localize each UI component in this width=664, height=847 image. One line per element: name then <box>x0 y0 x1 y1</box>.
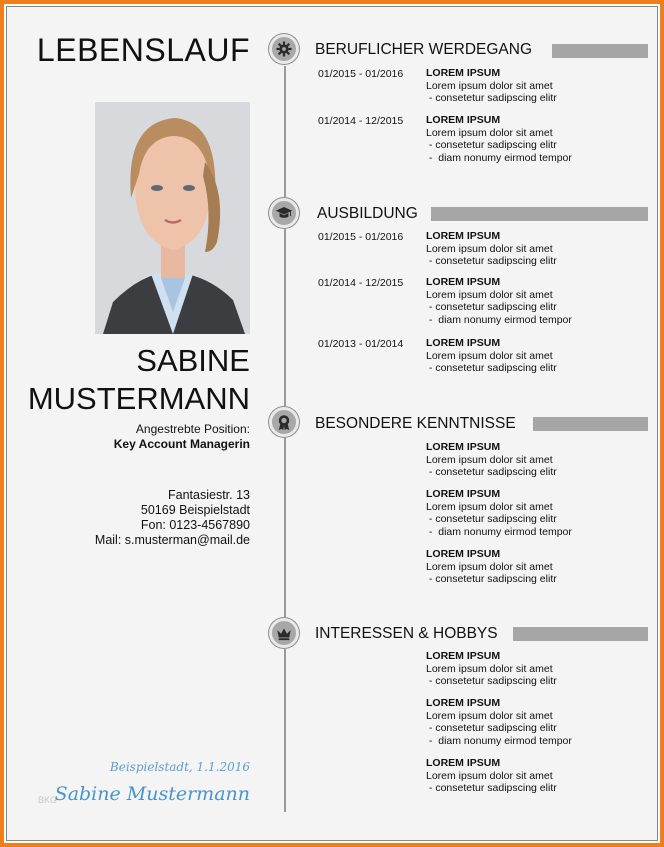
entry-line: - consetetur sadipscing elitr <box>426 722 557 734</box>
entry-heading: LOREM IPSUM <box>426 697 501 709</box>
section-title-werdegang: BERUFLICHER WERDEGANG <box>315 41 533 58</box>
phone-number: Fon: 0123-4567890 <box>140 518 250 532</box>
entry-line: - consetetur sadipscing elitr <box>426 139 557 151</box>
entry-date: 01/2015 - 01/2016 <box>318 231 404 243</box>
entry-heading: LOREM IPSUM <box>426 276 501 288</box>
entry <box>426 650 557 688</box>
entry-heading: LOREM IPSUM <box>426 757 501 769</box>
entry <box>426 488 572 538</box>
signature: Sabine Mustermann <box>54 783 250 805</box>
timeline-line <box>284 649 286 812</box>
entry-line: Lorem ipsum dolor sit amet <box>426 560 553 573</box>
entry-heading: LOREM IPSUM <box>426 441 501 453</box>
timeline-line <box>284 229 286 406</box>
section-title-hobbys: INTERESSEN & HOBBYS <box>315 625 498 642</box>
watermark: BKG <box>38 795 58 805</box>
entry-line: - diam nonumy eirmod tempor <box>426 734 572 747</box>
entry-line: Lorem ipsum dolor sit amet <box>426 79 553 92</box>
last-name: MUSTERMANN <box>27 381 250 416</box>
entry-line: - consetetur sadipscing elitr <box>426 255 557 267</box>
entry <box>426 114 572 164</box>
graduation-cap-icon <box>269 198 299 228</box>
entry-line: - diam nonumy eirmod tempor <box>426 313 572 326</box>
entry-line: Lorem ipsum dolor sit amet <box>426 453 553 466</box>
portrait-photo <box>95 102 250 334</box>
position-value: Key Account Managerin <box>113 437 250 451</box>
entry-line: - diam nonumy eirmod tempor <box>426 525 572 538</box>
entry <box>426 548 557 586</box>
entry-heading: LOREM IPSUM <box>426 548 501 560</box>
section-bar <box>533 417 648 431</box>
section-bar <box>552 44 648 58</box>
entry-line: Lorem ipsum dolor sit amet <box>426 242 553 255</box>
entry <box>426 757 557 795</box>
timeline-line <box>284 438 286 617</box>
timeline-line <box>284 66 286 197</box>
entry <box>426 441 557 479</box>
section-title-ausbildung: AUSBILDUNG <box>317 205 418 222</box>
entry-date: 01/2015 - 01/2016 <box>318 68 404 80</box>
address-city: 50169 Beispielstadt <box>140 503 250 517</box>
entry-heading: LOREM IPSUM <box>426 114 501 126</box>
full-name <box>28 342 250 418</box>
entry-line: Lorem ipsum dolor sit amet <box>426 709 553 722</box>
entry-heading: LOREM IPSUM <box>426 337 501 349</box>
entry <box>426 276 572 326</box>
entry-heading: LOREM IPSUM <box>426 67 501 79</box>
entry-date: 01/2014 - 12/2015 <box>318 115 404 127</box>
entry-heading: LOREM IPSUM <box>426 488 501 500</box>
address-street: Fantasiestr. 13 <box>168 488 250 502</box>
entry <box>426 697 572 747</box>
entry-line: - consetetur sadipscing elitr <box>426 92 557 104</box>
entry-line: - consetetur sadipscing elitr <box>426 301 557 313</box>
entry-line: Lorem ipsum dolor sit amet <box>426 288 553 301</box>
email-address: Mail: s.musterman@mail.de <box>94 533 250 547</box>
crown-icon <box>269 618 299 648</box>
entry <box>426 337 557 375</box>
section-bar <box>431 207 648 221</box>
entry-line: - consetetur sadipscing elitr <box>426 573 557 585</box>
position-label: Angestrebte Position: <box>135 422 250 436</box>
page-title: LEBENSLAUF <box>36 32 250 68</box>
entry-line: Lorem ipsum dolor sit amet <box>426 500 553 513</box>
entry <box>426 67 557 105</box>
first-name: SABINE <box>136 343 250 378</box>
entry-line: - diam nonumy eirmod tempor <box>426 151 572 164</box>
award-icon <box>269 407 299 437</box>
entry-line: Lorem ipsum dolor sit amet <box>426 769 553 782</box>
entry-line: - consetetur sadipscing elitr <box>426 782 557 794</box>
entry-line: - consetetur sadipscing elitr <box>426 675 557 687</box>
entry-line: - consetetur sadipscing elitr <box>426 362 557 374</box>
section-title-kenntnisse: BESONDERE KENNTNISSE <box>315 415 516 432</box>
entry <box>426 230 557 268</box>
entry-line: - consetetur sadipscing elitr <box>426 466 557 478</box>
entry-line: Lorem ipsum dolor sit amet <box>426 662 553 675</box>
entry-date: 01/2013 - 01/2014 <box>318 338 404 350</box>
entry-line: Lorem ipsum dolor sit amet <box>426 126 553 139</box>
gear-icon <box>269 34 299 64</box>
entry-line: - consetetur sadipscing elitr <box>426 513 557 525</box>
entry-date: 01/2014 - 12/2015 <box>318 277 404 289</box>
entry-line: Lorem ipsum dolor sit amet <box>426 349 553 362</box>
section-bar <box>513 627 648 641</box>
entry-heading: LOREM IPSUM <box>426 650 501 662</box>
signature-place-date: Beispielstadt, 1.1.2016 <box>109 760 250 774</box>
entry-heading: LOREM IPSUM <box>426 230 501 242</box>
